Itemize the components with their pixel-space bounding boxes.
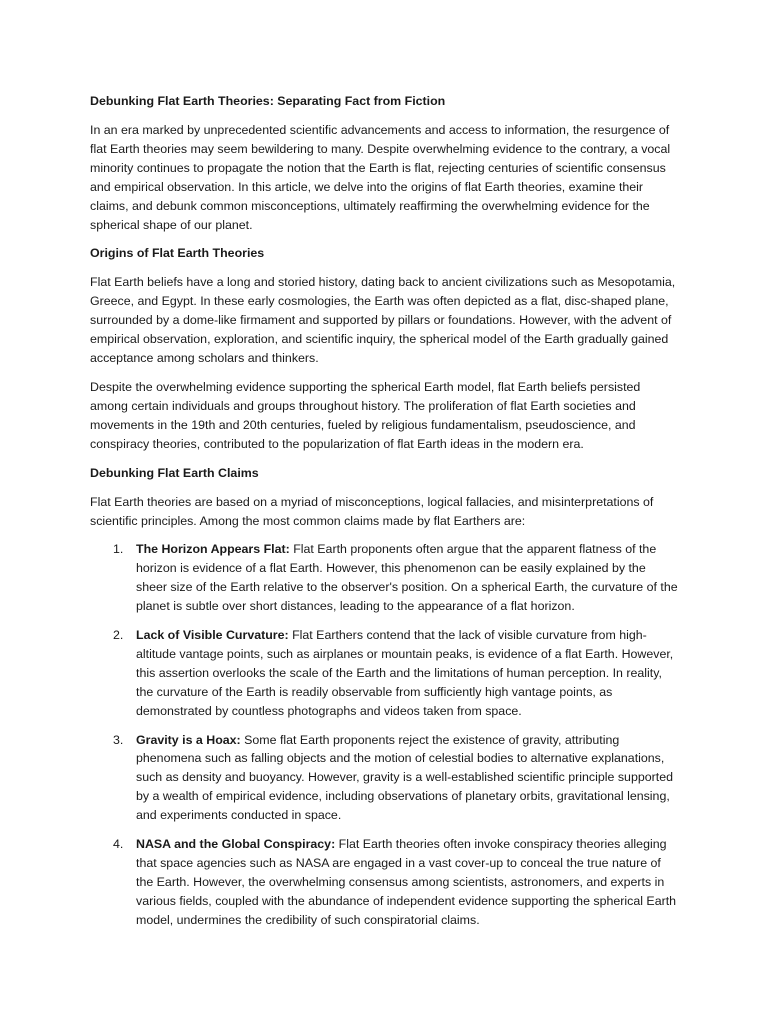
debunking-intro-paragraph: Flat Earth theories are based on a myriad of misconceptions, logical fallacies, and misinterpretations of scientific principles. Among the most common claims made by flat Earthers are: (90, 494, 654, 528)
list-item-number: 2. (113, 628, 124, 643)
list-item-text: Flat Earth theories often invoke conspiracy theories alleging that space agencies such as NASA are engaged in a vast cover-up to conceal the true nature of the Earth. However, the overwhelming consensus among scientists, astronomers, and experts in various fields, coupled with the abundance of independent evidence supporting the spherical Earth model, undermines the credibility of such conspiratorial claims. (136, 837, 677, 927)
origins-paragraph-2: Despite the overwhelming evidence supporting the spherical Earth model, flat Earth beliefs persisted among certain individuals and groups throughout history. The proliferation of flat Earth societies and movements in the 19th and 20th centuries, fueled by religious fundamentalism, pseudoscience, and conspiracy theories, contributed to the popularization of flat Earth ideas in the modern era. (90, 379, 641, 451)
list-item-text: Flat Earthers contend that the lack of visible curvature from high-altitude vantage points, such as airplanes or mountain peaks, is evidence of a flat Earth. However, this assertion overlooks the scale of the Earth and the limitations of human perception. In reality, the curvature of the Earth is readily observable from sufficiently high vantage points, as demonstrated by countless photographs and videos taken from space. (136, 628, 674, 718)
list-item (90, 540, 680, 616)
list-item-number: 3. (113, 732, 124, 747)
list-item (90, 731, 680, 826)
intro-paragraph: In an era marked by unprecedented scientific advancements and access to information, the resurgence of flat Earth theories may seem bewildering to many. Despite overwhelming evidence to the contrary, a vocal minority continues to propagate the notion that the Earth is flat, rejecting centuries of scientific consensus and empirical observation. In this article, we delve into the origins of flat Earth theories, examine their claims, and debunk common misconceptions, ultimately reaffirming the overwhelming evidence for the spherical shape of our planet. (90, 123, 671, 232)
document-page (90, 92, 680, 940)
list-item-number: 4. (113, 837, 124, 852)
list-item (90, 835, 680, 930)
section-heading-debunking: Debunking Flat Earth Claims (90, 465, 259, 480)
list-item-term: Lack of Visible Curvature: (136, 628, 289, 643)
list-item (90, 626, 680, 721)
document-title: Debunking Flat Earth Theories: Separating Fact from Fiction (90, 94, 446, 108)
section-heading-origins: Origins of Flat Earth Theories (90, 246, 265, 261)
list-item-text: Some flat Earth proponents reject the existence of gravity, attributing phenomena such as falling objects and the motion of celestial bodies to alternative explanations, such as density and buoyancy. However, gravity is a well-established scientific principle supported by a wealth of empirical evidence, including observations of planetary orbits, gravitational lensing, and experiments conducted in space. (136, 732, 673, 823)
list-item-number: 1. (113, 542, 124, 557)
claims-list (90, 540, 680, 929)
list-item-term: NASA and the Global Conspiracy: (136, 837, 336, 852)
origins-paragraph-1: Flat Earth beliefs have a long and storied history, dating back to ancient civilizations such as Mesopotamia, Greece, and Egypt. In these early cosmologies, the Earth was often depicted as a flat, disc-shaped plane, surrounded by a dome-like firmament and supported by pillars or foundations. However, with the advent of empirical observation, exploration, and scientific inquiry, the spherical model of the Earth gradually gained acceptance among scholars and thinkers. (90, 275, 676, 366)
list-item-term: The Horizon Appears Flat: (136, 542, 290, 557)
list-item-text: Flat Earth proponents often argue that the apparent flatness of the horizon is evidence of a flat Earth. However, this phenomenon can be easily explained by the sheer size of the Earth relative to the observer's position. On a spherical Earth, the curvature of the planet is subtle over short distances, leading to the appearance of a flat horizon. (136, 542, 678, 614)
list-item-term: Gravity is a Hoax: (136, 732, 241, 747)
